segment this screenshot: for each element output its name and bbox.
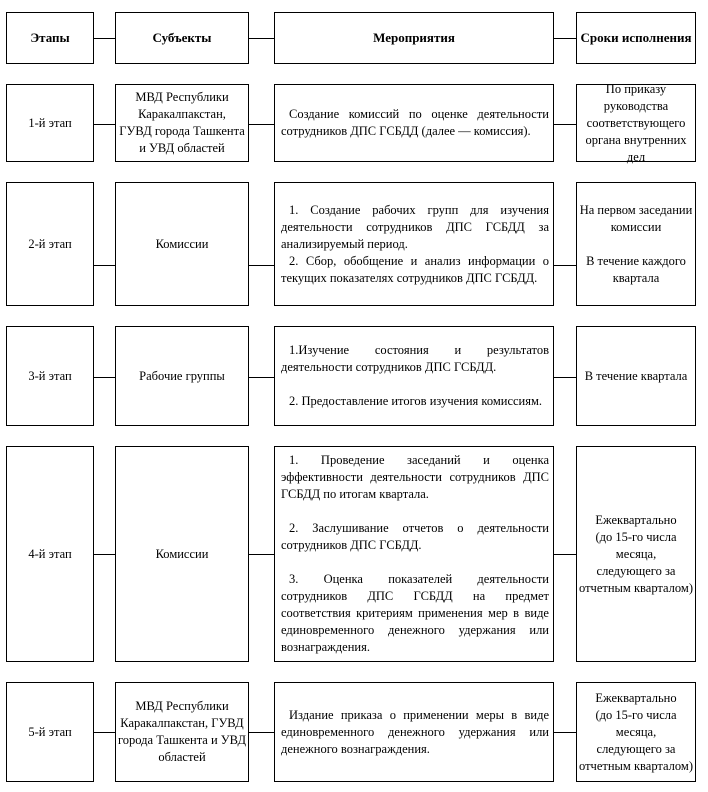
stage-5-box	[6, 682, 94, 782]
header-subjects	[115, 12, 249, 64]
subject-line: ГУВД города Ташкента	[119, 124, 245, 138]
subject-line: Каракалпакстан,	[138, 107, 226, 121]
stage-1-box	[6, 84, 94, 162]
header-activities-label: Мероприятия	[373, 30, 455, 45]
stage-4-box	[6, 446, 94, 662]
activity-item: 3. Оценка показателей деятельности сотрудников ДПС ГСБДД на предмет соответствия критериям применения мер в виде единовременного денежного удержания или вознаграждения.	[281, 572, 549, 654]
deadline-text: В течение квартала	[584, 368, 688, 383]
deadline-text: следующего за	[596, 741, 676, 756]
activity-item: 1. Создание рабочих групп для изучения деятельности сотрудников ДПС ГСБДД за анализируемый период.	[281, 202, 549, 251]
subject-line: Каракалпакстан, ГУВД	[120, 716, 244, 730]
stage-4-deadline	[576, 446, 696, 662]
stage-3-subject	[115, 326, 249, 426]
stage-4-activities	[274, 446, 554, 662]
connector-line	[94, 732, 115, 733]
header-activities	[274, 12, 554, 64]
connector-line	[554, 38, 576, 39]
activity-item: 2. Заслушивание отчетов о деятельности сотрудников ДПС ГСБДД.	[281, 521, 549, 552]
subject-line: Комиссии	[155, 236, 209, 251]
connector-line	[94, 554, 115, 555]
subject-line: МВД Республики	[135, 699, 229, 713]
activity-item: Издание приказа о применении меры в виде единовременного денежного удержания или денежного вознаграждения.	[281, 707, 549, 756]
connector-line	[249, 732, 274, 733]
connector-line	[249, 377, 274, 378]
stage-3-activities	[274, 326, 554, 426]
connector-line	[554, 554, 576, 555]
connector-line	[94, 265, 115, 266]
activity-item: 2. Предоставление итогов изучения комиссиям.	[289, 394, 543, 408]
stage-1-label: 1-й этап	[28, 115, 72, 130]
stage-5-activities	[274, 682, 554, 782]
subject-line: областей	[158, 750, 206, 764]
stage-4-label: 4-й этап	[28, 546, 72, 561]
header-stages-label: Этапы	[30, 30, 70, 45]
deadline-text: (до 15-го числа месяца,	[595, 529, 677, 561]
connector-line	[249, 265, 274, 266]
stage-2-activities	[274, 182, 554, 306]
stage-3-deadline	[576, 326, 696, 426]
stage-5-deadline	[576, 682, 696, 782]
subject-line: и УВД областей	[139, 141, 225, 155]
connector-line	[554, 732, 576, 733]
stage-2-deadline	[576, 182, 696, 306]
connector-line	[249, 38, 274, 39]
deadline-text: В течение каждого квартала	[586, 253, 686, 285]
stage-1-subject	[115, 84, 249, 162]
subject-line: Комиссии	[155, 546, 209, 561]
stage-2-label: 2-й этап	[28, 236, 72, 251]
stage-1-deadline	[576, 81, 696, 164]
subject-line: Рабочие группы	[139, 368, 225, 383]
deadline-text: отчетным кварталом)	[579, 580, 694, 595]
header-subjects-label: Субъекты	[152, 30, 212, 45]
activity-item: 1.Изучение состояния и результатов деятельности сотрудников ДПС ГСБДД.	[281, 343, 549, 374]
deadline-text: На первом заседании комиссии	[579, 202, 693, 234]
deadline-text: Ежеквартально	[595, 512, 677, 527]
header-deadline-label: Сроки исполнения	[580, 30, 692, 45]
connector-line	[94, 38, 115, 39]
connector-line	[554, 265, 576, 266]
stage-5-subject	[115, 682, 249, 782]
subject-line: МВД Республики	[135, 90, 229, 104]
deadline-text: По приказу руководства соответствующего органа внутренних дел	[585, 81, 687, 164]
deadline-text: (до 15-го числа месяца,	[595, 707, 677, 739]
header-deadline	[576, 12, 696, 64]
deadline-text: Ежеквартально	[595, 690, 677, 705]
activity-item: 2. Сбор, обобщение и анализ информации о текущих показателях сотрудников ДПС ГСБДД.	[281, 253, 549, 285]
connector-line	[554, 377, 576, 378]
subject-line: города Ташкента и УВД	[117, 733, 247, 747]
header-stages	[6, 12, 94, 64]
connector-line	[94, 377, 115, 378]
stage-3-label: 3-й этап	[28, 368, 72, 383]
activity-item: Создание комиссий по оценке деятельности сотрудников ДПС ГСБДД (далее — комиссия).	[281, 107, 549, 138]
deadline-text: следующего за	[596, 563, 676, 578]
stage-5-label: 5-й этап	[28, 724, 72, 739]
stage-2-box	[6, 182, 94, 306]
stage-3-box	[6, 326, 94, 426]
connector-line	[554, 124, 576, 125]
activity-item: 1. Проведение заседаний и оценка эффективности деятельности сотрудников ДПС ГСБДД по итогам квартала.	[281, 453, 549, 501]
connector-line	[94, 124, 115, 125]
stage-4-subject	[115, 446, 249, 662]
deadline-text: отчетным кварталом)	[579, 758, 694, 773]
connector-line	[249, 124, 274, 125]
stage-2-subject	[115, 182, 249, 306]
stage-1-activities	[274, 84, 554, 162]
connector-line	[249, 554, 274, 555]
